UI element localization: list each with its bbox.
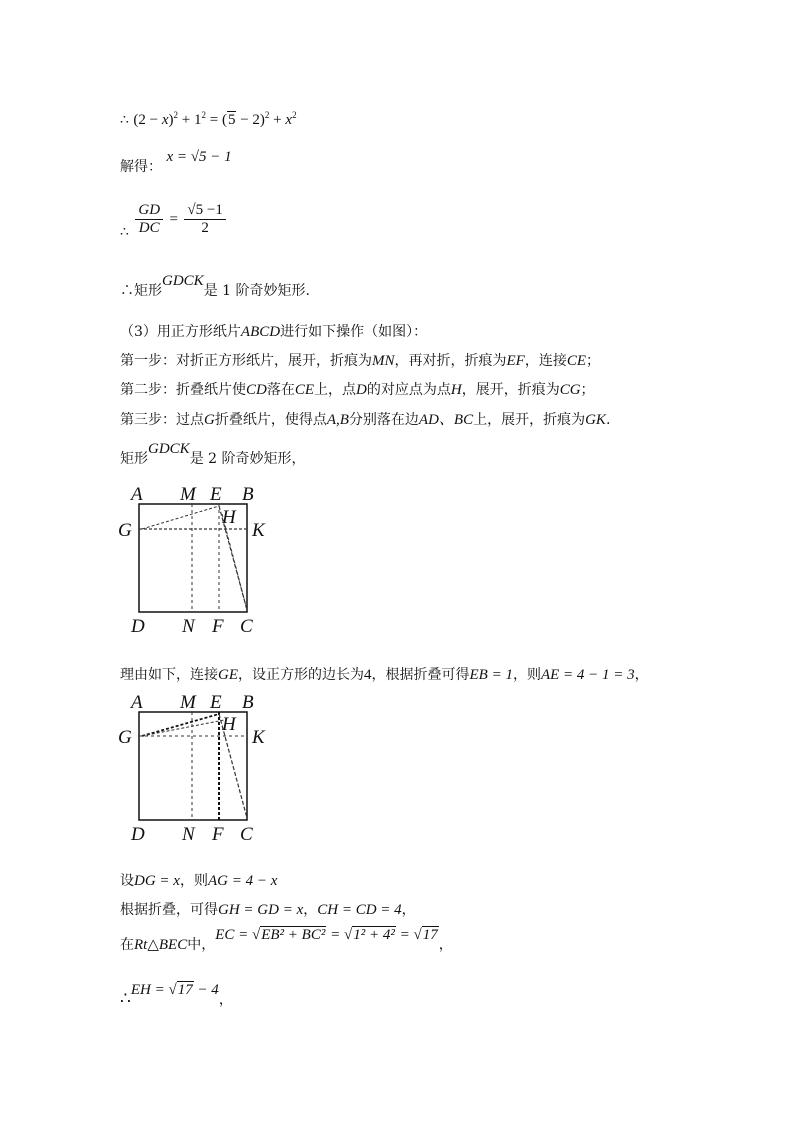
label-G: G <box>118 520 132 541</box>
fold-diagram-1 <box>114 482 284 646</box>
label-H: H <box>222 507 236 528</box>
therefore-symbol: ∴ <box>120 223 129 240</box>
label-F: F <box>212 616 224 637</box>
label-E: E <box>210 484 222 505</box>
part3-intro: （3）用正方形纸片ABCD进行如下操作（如图）： <box>120 324 428 340</box>
therefore-symbol: ∴ <box>120 112 129 128</box>
label-K: K <box>252 727 265 748</box>
eh-expression: EH = √17 − 4 <box>130 982 219 998</box>
solution-expression: x = √5 − 1 <box>166 149 232 165</box>
step-two: 第二步：折叠纸片使CD落在CE上，点D的对应点为点H，展开，折痕为CG； <box>120 382 595 398</box>
label-N: N <box>182 824 195 845</box>
fold-diagram-2 <box>114 690 284 854</box>
equation: $(2 - x)^2 + 1^2 = (5 - 2)^2 + x^2$ <box>133 110 297 128</box>
label-M: M <box>180 484 196 505</box>
fold-equalities: 根据折叠，可得GH = GD = x，CH = CD = 4， <box>120 902 416 918</box>
label-E: E <box>210 692 222 713</box>
reason-line: 理由如下，连接GE，设正方形的边长为4，根据折叠可得EB = 1，则AE = 4 − 1 = 3， <box>120 667 649 683</box>
fraction-result: $\frac{√5 -1}{2}$ <box>184 202 225 237</box>
second-order-claim: 矩形GDCK是 2 阶奇妙矩形， <box>120 441 306 467</box>
label-A: A <box>131 484 143 505</box>
ratio-line: ∴ $\frac{GD}{DC}$ = $\frac{√5 -1}{2}$ <box>120 202 228 237</box>
label-D: D <box>131 824 145 845</box>
label-N: N <box>182 616 195 637</box>
step-three: 第三步：过点G折叠纸片，使得点A,B分别落在边AD、BC上，展开，折痕为GK. <box>120 412 611 428</box>
eh-line: ∴EH = √17 − 4， <box>120 982 233 1009</box>
label-C: C <box>240 616 253 637</box>
label-B: B <box>242 484 254 505</box>
fraction-gd-dc: $\frac{GD}{DC}$ <box>135 202 163 237</box>
label-G: G <box>118 727 132 748</box>
step-one: 第一步：对折正方形纸片，展开，折痕为MN，再对折，折痕为EF，连接CE； <box>120 353 600 369</box>
solution-line <box>120 149 232 176</box>
label-B: B <box>242 692 254 713</box>
conclusion-line: ∴矩形GDCK是 1 阶奇妙矩形. <box>120 273 310 299</box>
label-F: F <box>212 824 224 845</box>
label-M: M <box>180 692 196 713</box>
pythagoras-line: 在Rt△BEC中，EC = √EB² + BC² = √1² + 4² = √17， <box>120 927 453 953</box>
label-K: K <box>252 520 265 541</box>
equation-line <box>120 106 297 129</box>
label-C: C <box>240 824 253 845</box>
label-D: D <box>131 616 145 637</box>
label-A: A <box>131 692 143 713</box>
label-H: H <box>222 714 236 735</box>
solve-label: 解得： <box>120 159 162 175</box>
let-line: 设DG = x，则AG = 4 − x <box>120 873 278 889</box>
ec-expression: EC = √EB² + BC² = √1² + 4² = √17 <box>215 927 438 943</box>
